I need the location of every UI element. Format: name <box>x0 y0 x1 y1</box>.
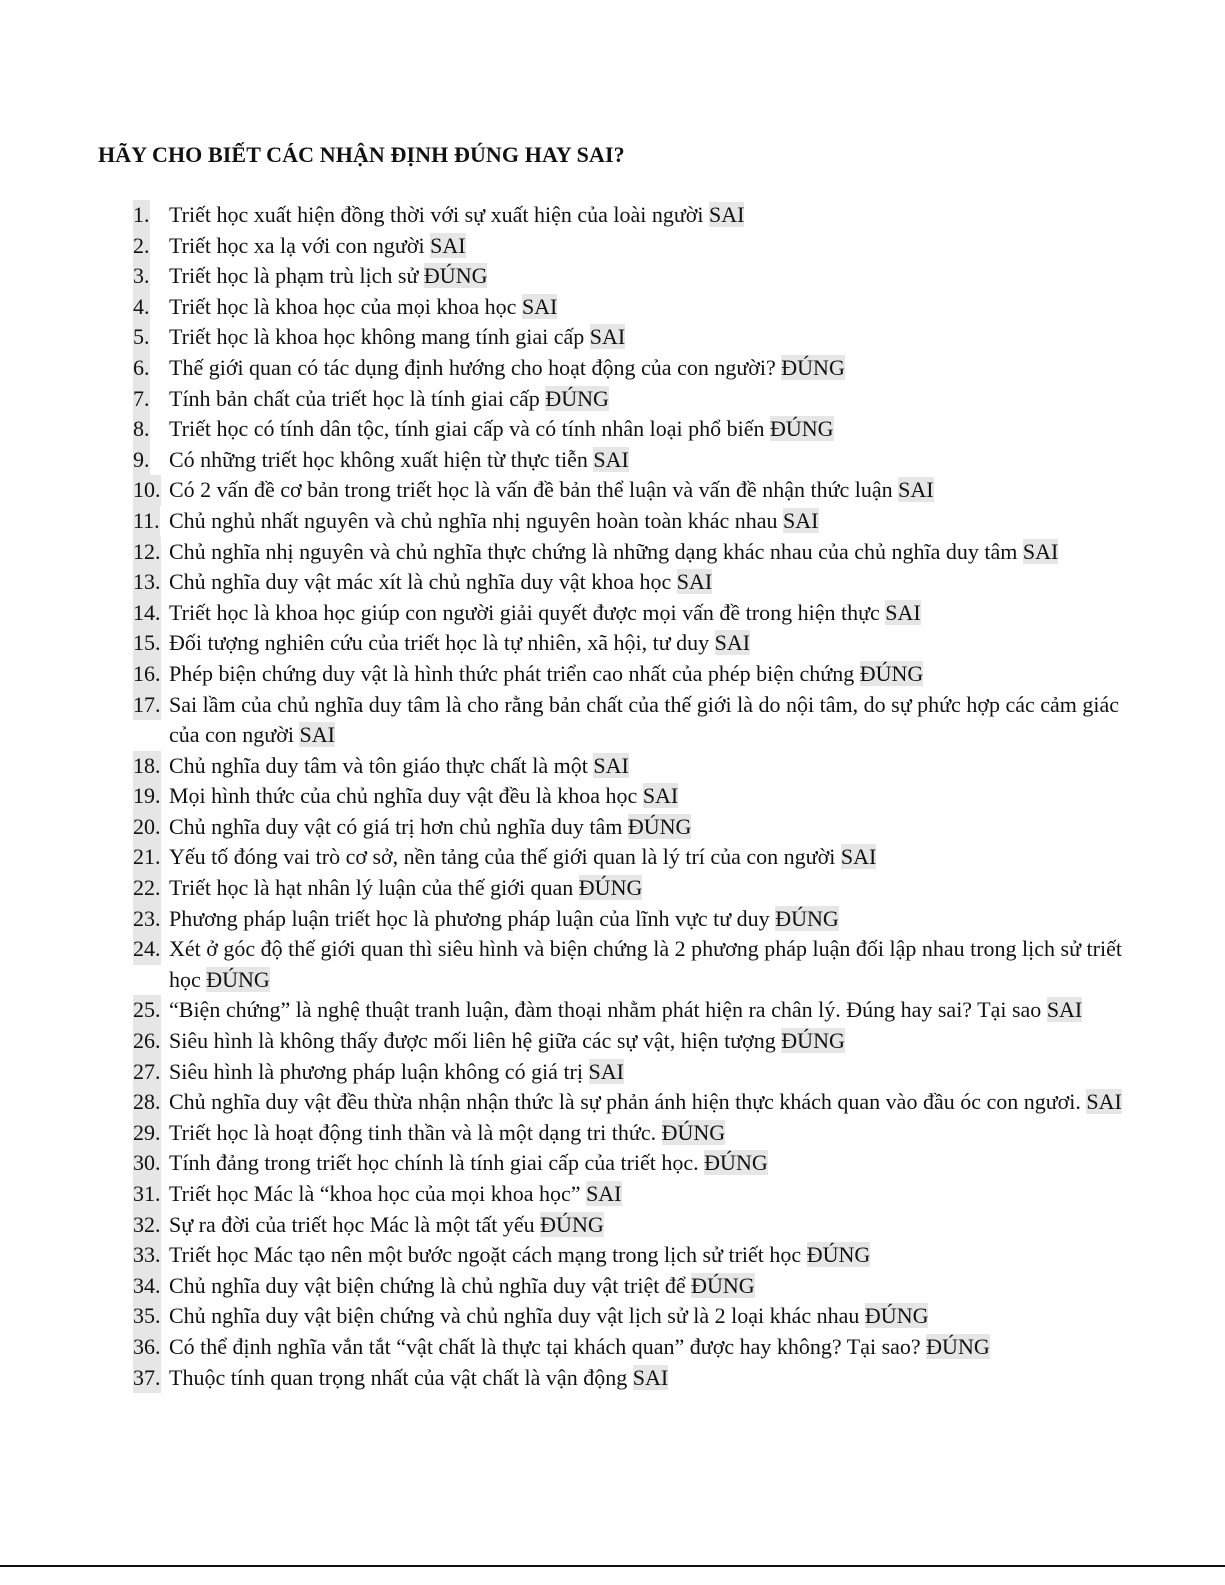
statement-number: 5. <box>133 322 150 353</box>
statement-item <box>133 506 1155 537</box>
statement-item <box>133 322 1155 353</box>
statement-number: 30. <box>133 1148 161 1179</box>
answer-badge: ĐÚNG <box>859 660 924 686</box>
statement-item <box>133 292 1155 323</box>
statement-number: 10. <box>133 475 161 506</box>
answer-badge: SAI <box>589 324 626 350</box>
answer-badge: ĐÚNG <box>926 1333 990 1359</box>
answer-badge: ĐÚNG <box>781 1028 845 1054</box>
statement-number: 11. <box>133 506 160 537</box>
statement-text: Có những triết học không xuất hiện từ thực tiễn <box>169 446 594 472</box>
statement-item <box>133 1301 1155 1332</box>
answer-badge: ĐÚNG <box>770 416 834 442</box>
answer-badge: ĐÚNG <box>578 875 643 901</box>
statement-number: 25. <box>133 995 161 1026</box>
statement-number: 24. <box>133 934 161 965</box>
statement-item <box>133 659 1155 690</box>
answer-badge: SAI <box>588 1058 624 1084</box>
statement-number: 33. <box>133 1240 161 1271</box>
statement-item <box>133 353 1155 384</box>
answer-badge: ĐÚNG <box>704 1150 768 1176</box>
statement-text: Chủ nghĩa duy vật mác xít là chủ nghĩa duy vật khoa học <box>169 569 677 595</box>
statement-item <box>133 598 1155 629</box>
statement-text: Phương pháp luận triết học là phương pháp luận của lĩnh vực tư duy <box>169 905 776 931</box>
statement-text: Triết học là phạm trù lịch sử <box>169 263 424 289</box>
answer-badge: SAI <box>898 477 934 503</box>
statement-text: Chủ nghĩa duy vật đều thừa nhận nhận thức là sự phản ánh hiện thực khách quan vào đầu óc con ngươi. <box>169 1089 1087 1115</box>
statement-text: Triết học là khoa học giúp con người giải quyết được mọi vấn đề trong hiện thực <box>169 599 886 625</box>
answer-badge: SAI <box>676 569 713 595</box>
statement-item <box>133 445 1155 476</box>
statement-text: Triết học là khoa học không mang tính giai cấp <box>169 324 590 350</box>
statement-item <box>133 1271 1155 1302</box>
statement-item <box>133 812 1155 843</box>
answer-badge: ĐÚNG <box>691 1272 755 1298</box>
statement-number: 23. <box>133 904 161 935</box>
footer-divider <box>0 1565 1225 1567</box>
statement-number: 4. <box>133 292 150 323</box>
statement-number: 21. <box>133 842 161 873</box>
statement-text: Thuộc tính quan trọng nhất của vật chất là vận động <box>169 1364 633 1390</box>
statement-text: Chủ nghĩa duy vật biện chứng và chủ nghĩa duy vật lịch sử là 2 loại khác nhau <box>169 1303 865 1329</box>
answer-badge: SAI <box>586 1181 622 1206</box>
answer-badge: SAI <box>632 1364 669 1390</box>
statement-item <box>133 1179 1155 1210</box>
statement-text: Triết học xa lạ với con người <box>169 232 431 258</box>
statement-text: Có 2 vấn đề cơ bản trong triết học là vấn đề bản thể luận và vấn đề nhận thức luận <box>169 477 899 503</box>
page-title: HÃY CHO BIẾT CÁC NHẬN ĐỊNH ĐÚNG HAY SAI? <box>98 142 625 167</box>
answer-badge: SAI <box>714 630 751 656</box>
statement-item <box>133 567 1155 598</box>
statement-number: 32. <box>133 1210 161 1241</box>
statement-item <box>133 1210 1155 1241</box>
statement-item <box>133 1240 1155 1271</box>
answer-badge: ĐÚNG <box>206 966 270 992</box>
statement-text: Chủ nghĩa nhị nguyên và chủ nghĩa thực chứng là những dạng khác nhau của chủ nghĩa duy tâm <box>169 538 1023 564</box>
statement-text: “Biện chứng” là nghệ thuật tranh luận, đàm thoại nhằm phát hiện ra chân lý. Đúng hay sai? Tại sao <box>169 997 1047 1023</box>
answer-badge: ĐÚNG <box>775 905 839 931</box>
answer-badge: SAI <box>642 783 679 809</box>
statement-number: 14. <box>133 598 161 629</box>
statement-item <box>133 1363 1155 1394</box>
statement-text: Tính đảng trong triết học chính là tính giai cấp của triết học. <box>169 1150 705 1176</box>
statement-text: Sự ra đời của triết học Mác là một tất yếu <box>169 1211 541 1237</box>
statement-item <box>133 1332 1155 1363</box>
statement-item <box>133 475 1155 506</box>
answer-badge: SAI <box>430 232 466 258</box>
answer-badge: ĐÚNG <box>806 1242 871 1268</box>
answer-badge: SAI <box>783 507 819 533</box>
answer-badge: ĐÚNG <box>781 354 845 380</box>
statement-item <box>133 261 1155 292</box>
statement-number: 22. <box>133 873 161 904</box>
answer-badge: SAI <box>1086 1089 1122 1115</box>
statement-text: Xét ở góc độ thế giới quan thì siêu hình và biện chứng là 2 phương pháp luận đối lập nhau trong lịch sử triết học <box>169 936 1122 992</box>
statement-number: 8. <box>133 414 150 445</box>
statement-text: Thế giới quan có tác dụng định hướng cho hoạt động của con người? <box>169 354 782 380</box>
statement-number: 9. <box>133 445 150 476</box>
statement-item <box>133 1118 1155 1149</box>
statement-number: 2. <box>133 231 150 262</box>
answer-badge: ĐÚNG <box>545 385 609 411</box>
statement-text: Chủ nghĩa duy vật biện chứng là chủ nghĩa duy vật triệt để <box>169 1272 692 1298</box>
statement-text: Siêu hình là phương pháp luận không có giá trị <box>169 1058 589 1084</box>
statement-item <box>133 995 1155 1026</box>
statement-text: Yếu tố đóng vai trò cơ sở, nền tảng của thế giới quan là lý trí của con người <box>169 844 841 870</box>
answer-badge: SAI <box>885 599 921 625</box>
statement-number: 36. <box>133 1332 161 1363</box>
statement-item <box>133 904 1155 935</box>
answer-badge: SAI <box>1046 997 1083 1023</box>
answer-badge: SAI <box>593 446 629 472</box>
statement-text: Chủ nghủ nhất nguyên và chủ nghĩa nhị nguyên hoàn toàn khác nhau <box>169 507 784 533</box>
statement-item <box>133 781 1155 812</box>
statement-number: 31. <box>133 1179 161 1210</box>
statement-number: 3. <box>133 261 150 292</box>
statement-text: Có thể định nghĩa vắn tắt “vật chất là thực tại khách quan” được hay không? Tại sao? <box>169 1333 927 1359</box>
statement-number: 7. <box>133 384 150 415</box>
statement-number: 29. <box>133 1118 161 1149</box>
answer-badge: ĐÚNG <box>423 263 488 289</box>
statement-text: Tính bản chất của triết học là tính giai cấp <box>169 385 546 411</box>
statement-text: Siêu hình là không thấy được mối liên hệ giữa các sự vật, hiện tượng <box>169 1028 782 1054</box>
statement-item <box>133 842 1155 873</box>
statement-item <box>133 414 1155 445</box>
answer-badge: ĐÚNG <box>661 1119 726 1145</box>
answer-badge: ĐÚNG <box>540 1211 604 1237</box>
statement-number: 18. <box>133 751 161 782</box>
statement-item <box>133 751 1155 782</box>
statement-number: 28. <box>133 1087 161 1118</box>
statement-item <box>133 231 1155 262</box>
statement-number: 20. <box>133 812 161 843</box>
statement-item <box>133 200 1155 231</box>
statement-text: Triết học Mác là “khoa học của mọi khoa học” <box>169 1181 587 1206</box>
answer-badge: SAI <box>521 293 558 319</box>
statement-number: 16. <box>133 659 161 690</box>
statement-item <box>133 537 1155 568</box>
statement-item <box>133 934 1155 995</box>
statement-number: 34. <box>133 1271 161 1302</box>
statement-item <box>133 628 1155 659</box>
statement-text: Phép biện chứng duy vật là hình thức phát triển cao nhất của phép biện chứng <box>169 660 860 686</box>
statement-text: Đối tượng nghiên cứu của triết học là tự nhiên, xã hội, tư duy <box>169 630 715 656</box>
statement-number: 35. <box>133 1301 161 1332</box>
statement-text: Sai lầm của chủ nghĩa duy tâm là cho rằng bản chất của thế giới là do nội tâm, do sự phức hợp các cảm giác của con người <box>169 691 1120 748</box>
statement-number: 19. <box>133 781 161 812</box>
answer-badge: SAI <box>709 202 745 227</box>
statement-item <box>133 1057 1155 1088</box>
statement-item <box>133 873 1155 904</box>
statement-number: 13. <box>133 567 161 598</box>
statement-text: Triết học là hạt nhân lý luận của thế giới quan <box>169 875 579 901</box>
statement-number: 15. <box>133 628 161 659</box>
statement-text: Chủ nghĩa duy tâm và tôn giáo thực chất là một <box>169 752 594 778</box>
statement-number: 27. <box>133 1057 161 1088</box>
statement-list <box>133 200 1155 1393</box>
answer-badge: SAI <box>593 752 629 778</box>
answer-badge: ĐÚNG <box>864 1303 929 1329</box>
statement-number: 26. <box>133 1026 161 1057</box>
statement-text: Triết học Mác tạo nên một bước ngoặt cách mạng trong lịch sử triết học <box>169 1242 807 1268</box>
statement-text: Triết học có tính dân tộc, tính giai cấp và có tính nhân loại phổ biến <box>169 416 771 442</box>
statement-item <box>133 1026 1155 1057</box>
statement-item <box>133 1148 1155 1179</box>
statement-item <box>133 690 1155 751</box>
statement-text: Triết học là khoa học của mọi khoa học <box>169 293 522 319</box>
answer-badge: ĐÚNG <box>627 813 692 839</box>
statement-text: Chủ nghĩa duy vật có giá trị hơn chủ nghĩa duy tâm <box>169 813 628 839</box>
statement-text: Mọi hình thức của chủ nghĩa duy vật đều là khoa học <box>169 783 643 809</box>
statement-number: 37. <box>133 1363 161 1394</box>
answer-badge: SAI <box>299 722 335 748</box>
answer-badge: SAI <box>840 844 877 870</box>
statement-number: 6. <box>133 353 150 384</box>
statement-item <box>133 384 1155 415</box>
statement-number: 1. <box>133 200 150 231</box>
statement-text: Triết học là hoạt động tinh thần và là một dạng tri thức. <box>169 1119 662 1145</box>
statement-number: 17. <box>133 690 161 721</box>
answer-badge: SAI <box>1022 538 1059 564</box>
statement-item <box>133 1087 1155 1118</box>
statement-number: 12. <box>133 537 161 568</box>
statement-text: Triết học xuất hiện đồng thời với sự xuất hiện của loài người <box>169 202 710 227</box>
